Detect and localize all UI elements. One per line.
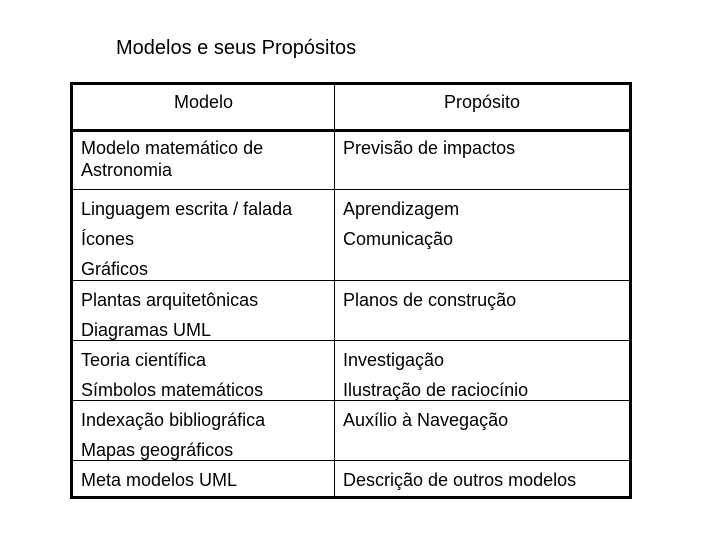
row-5-modelo-line-1: Indexação bibliográfica — [81, 410, 266, 430]
row-4-modelo-cell — [73, 341, 335, 401]
row-2-proposito-cell — [335, 190, 629, 281]
row-1-proposito-line-1: Previsão de impactos — [343, 138, 516, 158]
row-1-modelo-cell — [73, 132, 335, 190]
row-6-proposito-cell — [335, 461, 629, 496]
slide-title: Modelos e seus Propósitos — [116, 37, 357, 59]
row-4-proposito-line-1: Investigação — [343, 350, 445, 370]
row-3-modelo-line-2: Diagramas UML — [81, 320, 212, 340]
row-1-proposito-cell — [335, 132, 629, 190]
row-1-modelo-line-1: Modelo matemático de Astronomia — [81, 138, 264, 180]
header-proposito: Propósito — [335, 85, 629, 132]
row-2-modelo-cell — [73, 190, 335, 281]
row-3-modelo-cell — [73, 281, 335, 341]
row-2-modelo-line-2: Ícones — [81, 229, 135, 249]
row-5-proposito-line-1: Auxílio à Navegação — [343, 410, 509, 430]
models-purposes-table — [70, 82, 632, 499]
row-2-modelo-line-3: Gráficos — [81, 259, 149, 279]
row-4-modelo-line-1: Teoria científica — [81, 350, 207, 370]
row-2-proposito-line-2: Comunicação — [343, 229, 454, 249]
row-4-modelo-line-2: Símbolos matemáticos — [81, 380, 264, 400]
row-3-proposito-line-1: Planos de construção — [343, 290, 517, 310]
row-2-proposito-line-1: Aprendizagem — [343, 199, 460, 219]
row-6-modelo-cell — [73, 461, 335, 496]
row-6-proposito-line-1: Descrição de outros modelos — [343, 470, 577, 490]
row-2-modelo-line-1: Linguagem escrita / falada — [81, 199, 293, 219]
row-3-proposito-cell — [335, 281, 629, 341]
row-5-modelo-cell — [73, 401, 335, 461]
header-modelo: Modelo — [73, 85, 335, 132]
row-6-modelo-line-1: Meta modelos UML — [81, 470, 238, 490]
row-3-modelo-line-1: Plantas arquitetônicas — [81, 290, 259, 310]
row-4-proposito-line-2: Ilustração de raciocínio — [343, 380, 529, 400]
row-5-proposito-cell — [335, 401, 629, 461]
row-4-proposito-cell — [335, 341, 629, 401]
row-5-modelo-line-2: Mapas geográficos — [81, 440, 234, 460]
